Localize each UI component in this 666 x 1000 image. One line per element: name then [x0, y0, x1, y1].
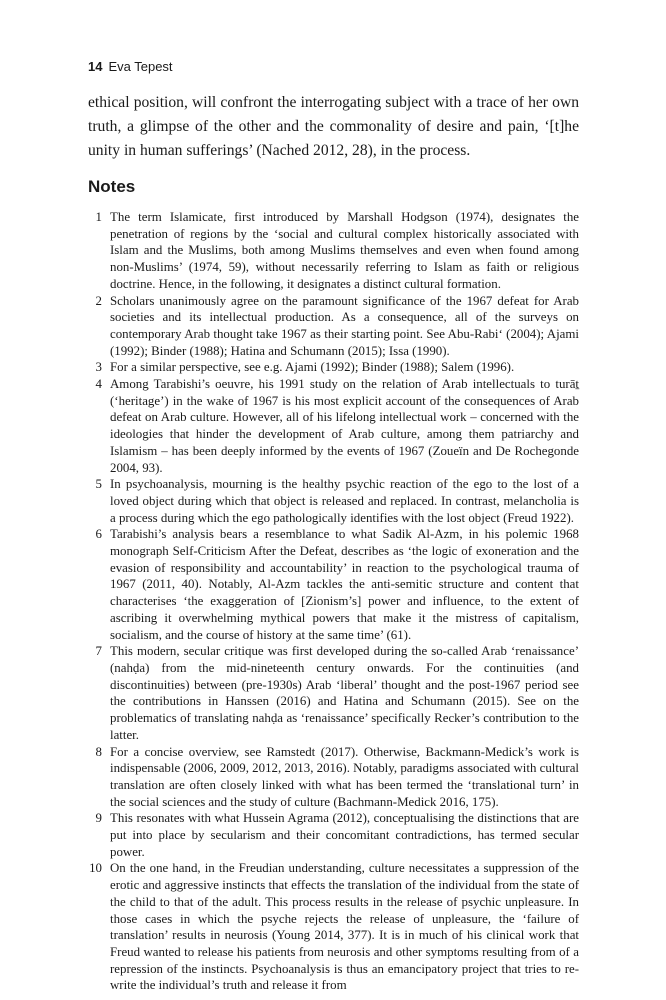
note-number: 8 [95, 744, 102, 759]
note-9 [88, 810, 579, 860]
note-number: 7 [95, 644, 102, 659]
note-6 [88, 526, 579, 643]
note-text: This modern, secular critique was first developed during the so-called Arab ‘renaissance’ (nahḍa) from the mid-nineteenth century onwards. For the continuities (and discontinuities) between (pre-1930s) Arab ‘liberal’ thought and the post-1967 period see the contributions in Hanssen (2016) and Hatina and Schumann (2015). See on the problematics of translating nahḍa as ‘renaissance’ specifically Recker’s contribution to the latter. [110, 644, 579, 742]
note-number: 2 [95, 293, 102, 308]
note-1 [88, 209, 579, 293]
note-number: 1 [95, 210, 102, 224]
note-2 [88, 293, 579, 360]
running-head-author: Eva Tepest [108, 59, 173, 74]
note-number: 4 [95, 377, 102, 392]
note-text: Among Tarabishi’s oeuvre, his 1991 study on the relation of Arab intellectuals to turāṯ (‘heritage’) in the wake of 1967 is his most explicit account of the consequences of Arab defeat on Arab culture. However, all of his lifelong intellectual work – concerned with the ideologies that hinder the development of Arab culture, among them patriarchy and Islamism – has been deeply informed by the events of 1967 (Zoueïn and De Rochegonde 2004, 93). [110, 377, 579, 475]
note-text: For a similar perspective, see e.g. Ajami (1992); Binder (1988); Salem (1996). [110, 360, 515, 375]
note-text: Tarabishi’s analysis bears a resemblance to what Sadik Al-Azm, in his polemic 1968 monograph Self-Criticism After the Defeat, describes as ‘the logic of exoneration and the evasion of responsibility and accountability’ in reaction to the psychological trauma of 1967 (2011, 40). Notably, Al-Azm tackles the anti-semitic structure and content that characterises ‘the exaggeration of [Zionism’s] power and influence, to the extent of ascribing it overwhelming mythical powers that make it the mistress of capitalism, socialism, and the course of history at the same time’ (61). [110, 527, 579, 642]
note-8 [88, 744, 579, 811]
notes-list [88, 209, 579, 994]
note-4 [88, 376, 579, 476]
note-5 [88, 476, 579, 526]
note-text: On the one hand, in the Freudian understanding, culture necessitates a suppression of the erotic and aggressive instincts that effects the translation of the individual from the state of the child to that of the adult. This process results in the release of psychic unpleasure. In those cases in which the psyche rejects the release of unpleasure, the ‘failure of translation’ results in neurosis (Young 2014, 377). It is in much of his clinical work that Freud wanted to release his patients from neurosis and other symptoms resulting from of a repression of the instincts. Psychoanalysis is thus an emancipatory project that tries to re-write the individual’s truth and release it from [110, 861, 579, 993]
note-text: For a concise overview, see Ramstedt (2017). Otherwise, Backmann-Medick’s work is indispensable (2006, 2009, 2012, 2013, 2016). Notably, paradigms associated with cultural translation are often closely linked with what has been termed the ‘translational turn’ in the social sciences and the study of culture (Bachmann-Medick 2016, 175). [110, 744, 579, 809]
note-text: Scholars unanimously agree on the paramount significance of the 1967 defeat for Arab societies and its intellectual production. As a consequence, all of the surveys on contemporary Arab thought take 1967 as their starting point. See Abu-Rabi‘ (2004); Ajami (1992); Binder (1988); Hatina and Schumann (2015); Issa (1990). [110, 293, 579, 358]
body-paragraph: ethical position, will confront the interrogating subject with a trace of her own truth, a glimpse of the other and the commonality of desire and pain, ‘[t]he unity in human sufferings’ (Nached 2012, 28), in the process. [88, 94, 579, 159]
note-text: This resonates with what Hussein Agrama (2012), conceptualising the distinctions that are put into place by secularism and their concomitant contradictions, has termed secular power. [110, 811, 579, 859]
note-number: 6 [95, 527, 102, 542]
note-3 [88, 359, 579, 376]
note-7 [88, 643, 579, 743]
note-number: 9 [95, 811, 102, 826]
note-number: 3 [95, 360, 102, 375]
note-text: The term Islamicate, first introduced by Marshall Hodgson (1974), designates the penetration of regions by the ‘social and cultural complex historically associated with Islam and the Muslims, both among Muslims themselves and even when found among non-Muslims’ (1974, 59), without necessarily referring to Islam as faith or religious doctrine. Hence, in the following, it designates a distinct cultural formation. [110, 210, 579, 291]
note-number: 10 [89, 861, 102, 876]
note-10 [88, 860, 579, 994]
page-number: 14 [88, 59, 103, 74]
note-text: In psychoanalysis, mourning is the healthy psychic reaction of the ego to the lost of a loved object during which that object is released and replaced. In contrast, melancholia is a process during which the ego pathologically identifies with the lost object (Freud 1922). [110, 477, 579, 525]
notes-heading: Notes [88, 177, 136, 196]
note-number: 5 [95, 477, 102, 492]
running-head [88, 59, 173, 75]
